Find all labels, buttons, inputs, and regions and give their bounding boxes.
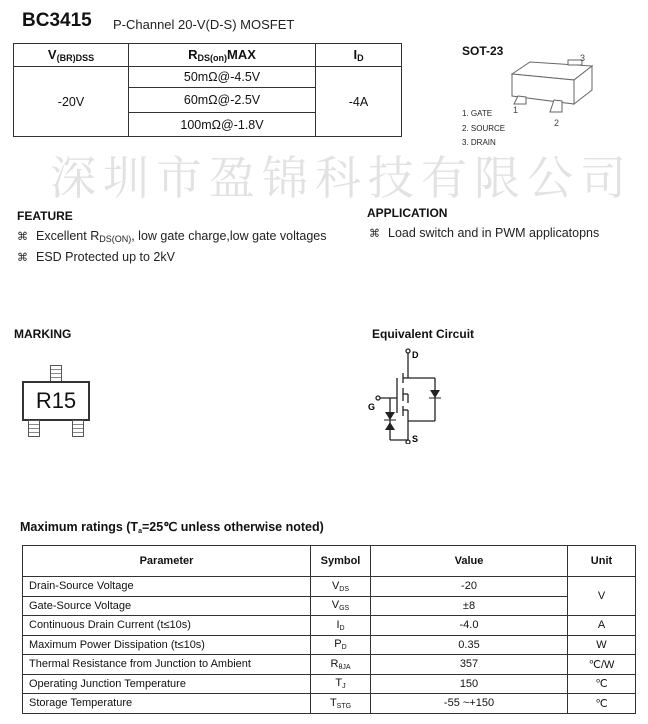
vbrdss-value: -20V xyxy=(14,67,129,137)
drain-label: D xyxy=(412,350,419,360)
unit-cell: V xyxy=(568,577,636,616)
symbol-cell: $T_{STG}$ xyxy=(311,694,371,714)
pin-label-source: 2. SOURCE xyxy=(462,124,506,133)
rds-value: 50mΩ@-4.5V xyxy=(129,67,316,88)
watermark: 深圳市盈锦科技有限公司 xyxy=(50,151,633,205)
table-row xyxy=(23,577,636,597)
summary-table xyxy=(13,43,402,137)
header-id: $I_D$ xyxy=(316,44,402,67)
circuit-title: Equivalent Circuit xyxy=(372,327,475,341)
value-cell: 0.35 xyxy=(371,635,568,655)
marking-pin-right xyxy=(72,420,84,437)
param-cell: Storage Temperature xyxy=(23,694,311,714)
param-cell: Gate-Source Voltage xyxy=(23,596,311,616)
param-cell: Operating Junction Temperature xyxy=(23,674,311,694)
gate-label: G xyxy=(368,402,376,412)
feature-title: FEATURE xyxy=(17,209,73,223)
rds-value: 60mΩ@-2.5V xyxy=(129,88,316,113)
application-title: APPLICATION xyxy=(367,206,448,220)
table-row xyxy=(23,635,636,655)
sot23-package-drawing xyxy=(500,52,610,132)
pin-number: 2 xyxy=(554,118,560,128)
value-cell: -20 xyxy=(371,577,568,597)
table-row xyxy=(23,596,636,616)
unit-cell: ℃/W xyxy=(568,655,636,675)
pin-number: 3 xyxy=(580,53,586,63)
ratings-title: Maximum ratings ($T_a=25℃$ unless otherwise noted) xyxy=(20,520,324,535)
marking-code: R15 xyxy=(22,381,90,421)
col-header: Value xyxy=(371,546,568,577)
unit-cell: A xyxy=(568,616,636,636)
param-cell: Continuous Drain Current (t≤10s) xyxy=(23,616,311,636)
package-name: SOT-23 xyxy=(462,44,504,58)
table-row xyxy=(23,655,636,675)
symbol-cell: $R_{\theta JA}$ xyxy=(311,655,371,675)
col-header: Unit xyxy=(568,546,636,577)
marking-pin-left xyxy=(28,420,40,437)
table-row xyxy=(23,694,636,714)
unit-cell: W xyxy=(568,635,636,655)
symbol-cell: $V_{DS}$ xyxy=(311,577,371,597)
value-cell: 357 xyxy=(371,655,568,675)
value-cell: 150 xyxy=(371,674,568,694)
col-header: Parameter xyxy=(23,546,311,577)
symbol-cell: $P_D$ xyxy=(311,635,371,655)
part-number: BC3415 xyxy=(22,10,92,31)
feature-item: ⌘ ESD Protected up to 2kV xyxy=(17,250,175,264)
col-header: Symbol xyxy=(311,546,371,577)
id-value: -4A xyxy=(316,67,402,137)
value-cell: ±8 xyxy=(371,596,568,616)
symbol-cell: $I_D$ xyxy=(311,616,371,636)
param-cell: Drain-Source Voltage xyxy=(23,577,311,597)
equivalent-circuit xyxy=(365,348,455,444)
unit-cell: ℃ xyxy=(568,694,636,714)
symbol-cell: $V_{GS}$ xyxy=(311,596,371,616)
application-item: ⌘ Load switch and in PWM applicatopns xyxy=(369,226,600,240)
feature-item: ⌘ Excellent $R_{DS(ON)}$, low gate charge,low gate voltages xyxy=(17,229,327,244)
max-ratings-table xyxy=(22,545,636,714)
rds-value: 100mΩ@-1.8V xyxy=(129,113,316,137)
command-bullet-icon: ⌘ xyxy=(369,228,380,240)
value-cell: -4.0 xyxy=(371,616,568,636)
marking-title: MARKING xyxy=(14,327,72,341)
source-label: S xyxy=(412,434,419,444)
command-bullet-icon: ⌘ xyxy=(17,252,28,264)
unit-cell: ℃ xyxy=(568,674,636,694)
marking-pin-top xyxy=(50,365,62,382)
param-cell: Maximum Power Dissipation (t≤10s) xyxy=(23,635,311,655)
header-rdson: $R_{DS(on)}MAX$ xyxy=(129,44,316,67)
pin-number: 1 xyxy=(513,105,519,115)
table-row xyxy=(23,674,636,694)
header-vbrdss: $V_{(BR)DSS}$ xyxy=(14,44,129,67)
value-cell: -55 ~+150 xyxy=(371,694,568,714)
table-row xyxy=(23,616,636,636)
pin-label-drain: 3. DRAIN xyxy=(462,138,496,147)
command-bullet-icon: ⌘ xyxy=(17,231,28,243)
param-cell: Thermal Resistance from Junction to Ambient xyxy=(23,655,311,675)
part-description: P-Channel 20-V(D-S) MOSFET xyxy=(113,17,295,32)
symbol-cell: $T_J$ xyxy=(311,674,371,694)
pin-label-gate: 1. GATE xyxy=(462,109,493,118)
